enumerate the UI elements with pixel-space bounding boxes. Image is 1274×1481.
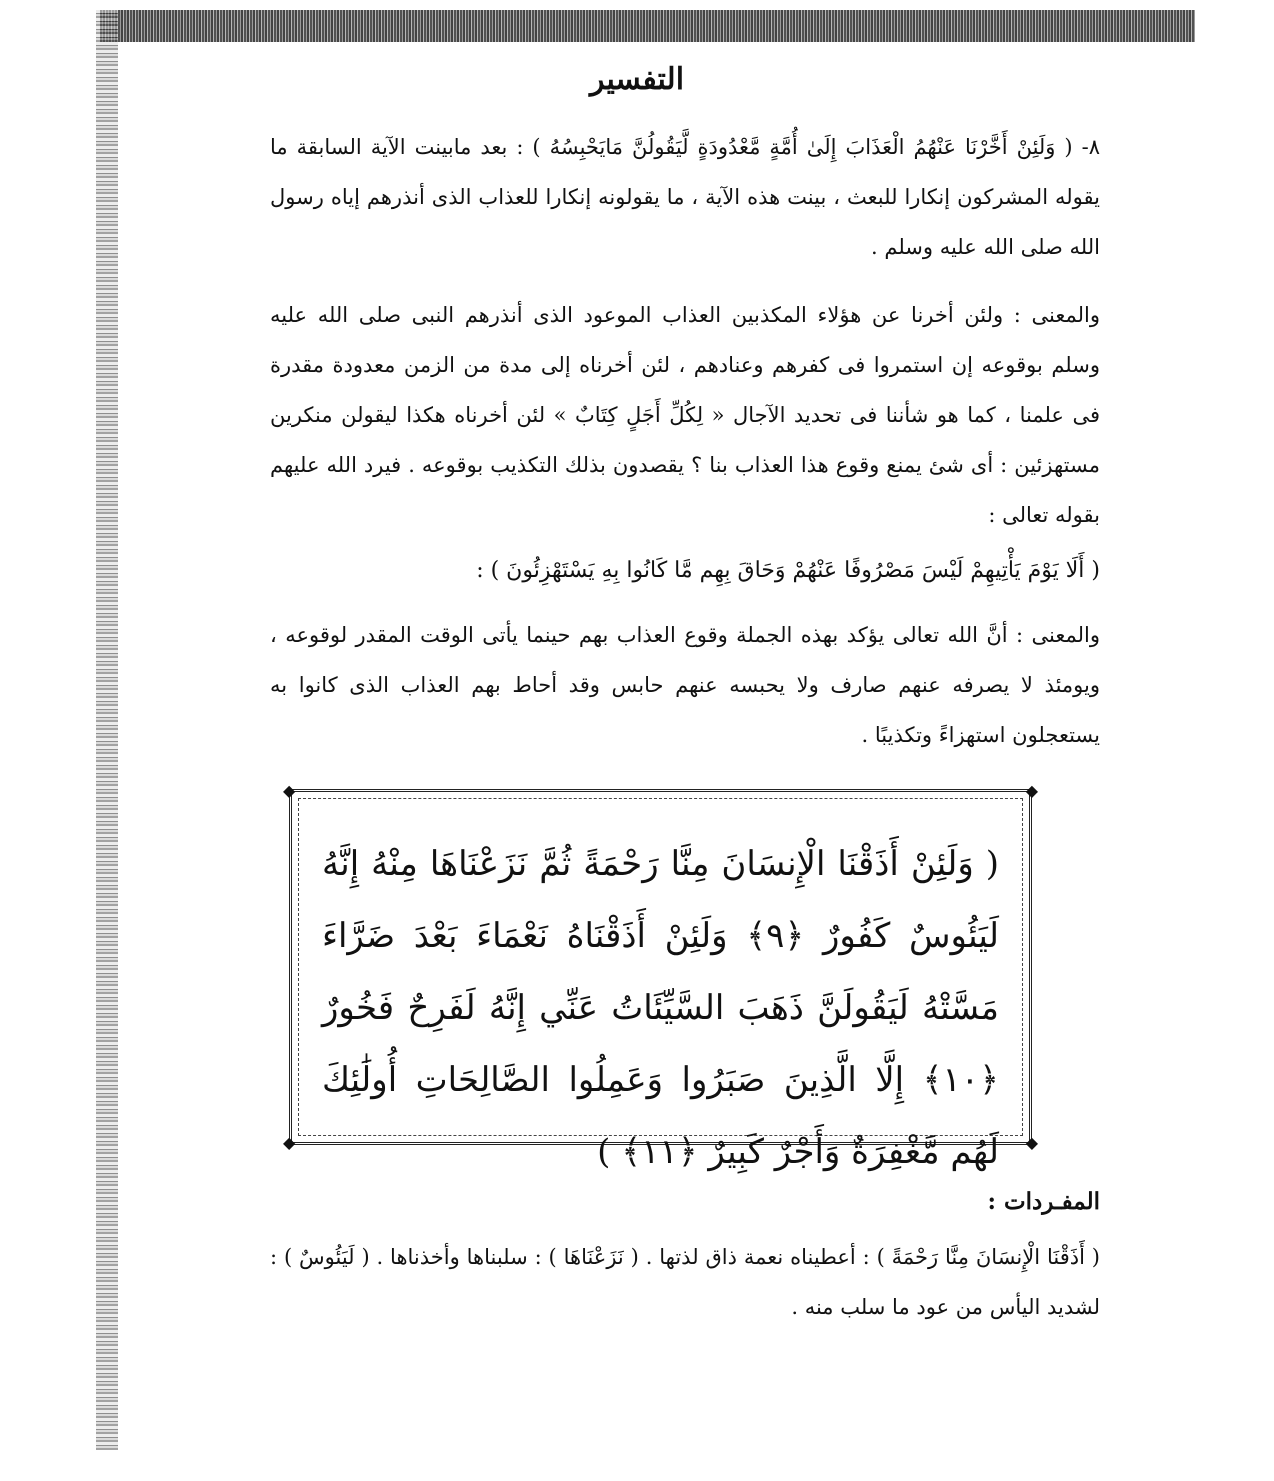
vocab-heading: المفـردات : xyxy=(987,1188,1100,1215)
ornament-icon: ◆ xyxy=(1025,781,1038,800)
page-title: التفسير xyxy=(589,62,685,97)
ornament-icon: ◆ xyxy=(283,1133,296,1152)
scan-edge-left xyxy=(96,10,118,1450)
verse-quote: ( أَلَا يَوْمَ يَأْتِيهِمْ لَيْسَ مَصْرُوفًا عَنْهُمْ وَحَاقَ بِهِم مَّا كَانُوا بِهِ يَسْتَهْزِئُونَ ) : xyxy=(476,558,1100,583)
scan-edge-top xyxy=(100,10,1195,42)
paragraph-meaning-2: والمعنى : أنَّ الله تعالى يؤكد بهذه الجملة وقوع العذاب بهم حينما يأتى الوقت المقدر لوقوعه ، ويومئذ لا يصرفه عنهم صارف ولا يحبسه عنهم حابس وقد أحاط بهم العذاب الذى كانوا به يستعجلون استهزاءً وتكذيبًا . xyxy=(270,623,1100,747)
ornament-icon: ◆ xyxy=(283,781,296,800)
paragraph-meaning-1: والمعنى : ولئن أخرنا عن هؤلاء المكذبين العذاب الموعود الذى أنذرهم النبى صلى الله عليه وسلم بوقوعه إن استمروا فى كفرهم وعنادهم ، لئن أخرناه إلى مدة من الزمن معدودة مقدرة فى علمنا ، كما هو شأننا فى تحديد الآجال « لِكُلِّ أَجَلٍ كِتَابٌ » لئن أخرناه هكذا ليقولن منكرين مستهزئين : أى شئ يمنع وقوع هذا العذاب بنا ؟ يقصدون بذلك التكذيب بوقوعه . فيرد الله عليهم بقوله تعالى : xyxy=(270,303,1100,527)
quran-verse-box xyxy=(283,781,1038,1172)
vocab-definitions: ( أَذَقْنَا الْإِنسَانَ مِنَّا رَحْمَةً ) : أعطيناه نعمة ذاق لذتها . ( نَزَعْنَاهَا ) : سلبناها وأخذناها . ( لَيَئُوسٌ ) : لشديد اليأس من عود ما سلب منه . xyxy=(270,1245,1100,1319)
paragraph-verse-8: ٨- ( وَلَئِنْ أَخَّرْنَا عَنْهُمُ الْعَذَابَ إِلَىٰ أُمَّةٍ مَّعْدُودَةٍ لَّيَقُولُنَّ مَايَحْبِسُهُ ) : بعد مابينت الآية السابقة ما يقوله المشركون إنكارا للبعث ، بينت هذه الآية ، ما يقولونه إنكارا للعذاب الذى أنذرهم إياه رسول الله صلى الله عليه وسلم . xyxy=(270,135,1100,259)
quran-verses: ( وَلَئِنْ أَذَقْنَا الْإِنسَانَ مِنَّا رَحْمَةً ثُمَّ نَزَعْنَاهَا مِنْهُ إِنَّهُ لَيَئُوسٌ كَفُورٌ ﴿٩﴾ وَلَئِنْ أَذَقْنَاهُ نَعْمَاءَ بَعْدَ ضَرَّاءَ مَسَّتْهُ لَيَقُولَنَّ ذَهَبَ السَّيِّئَاتُ عَنِّي إِنَّهُ لَفَرِحٌ فَخُورٌ ﴿١٠﴾ إِلَّا الَّذِينَ صَبَرُوا وَعَمِلُوا الصَّالِحَاتِ أُولَٰئِكَ لَهُم مَّغْفِرَةٌ وَأَجْرٌ كَبِيرٌ ﴿١١﴾ ) xyxy=(322,844,999,1172)
ornament-icon: ◆ xyxy=(1025,1133,1038,1152)
